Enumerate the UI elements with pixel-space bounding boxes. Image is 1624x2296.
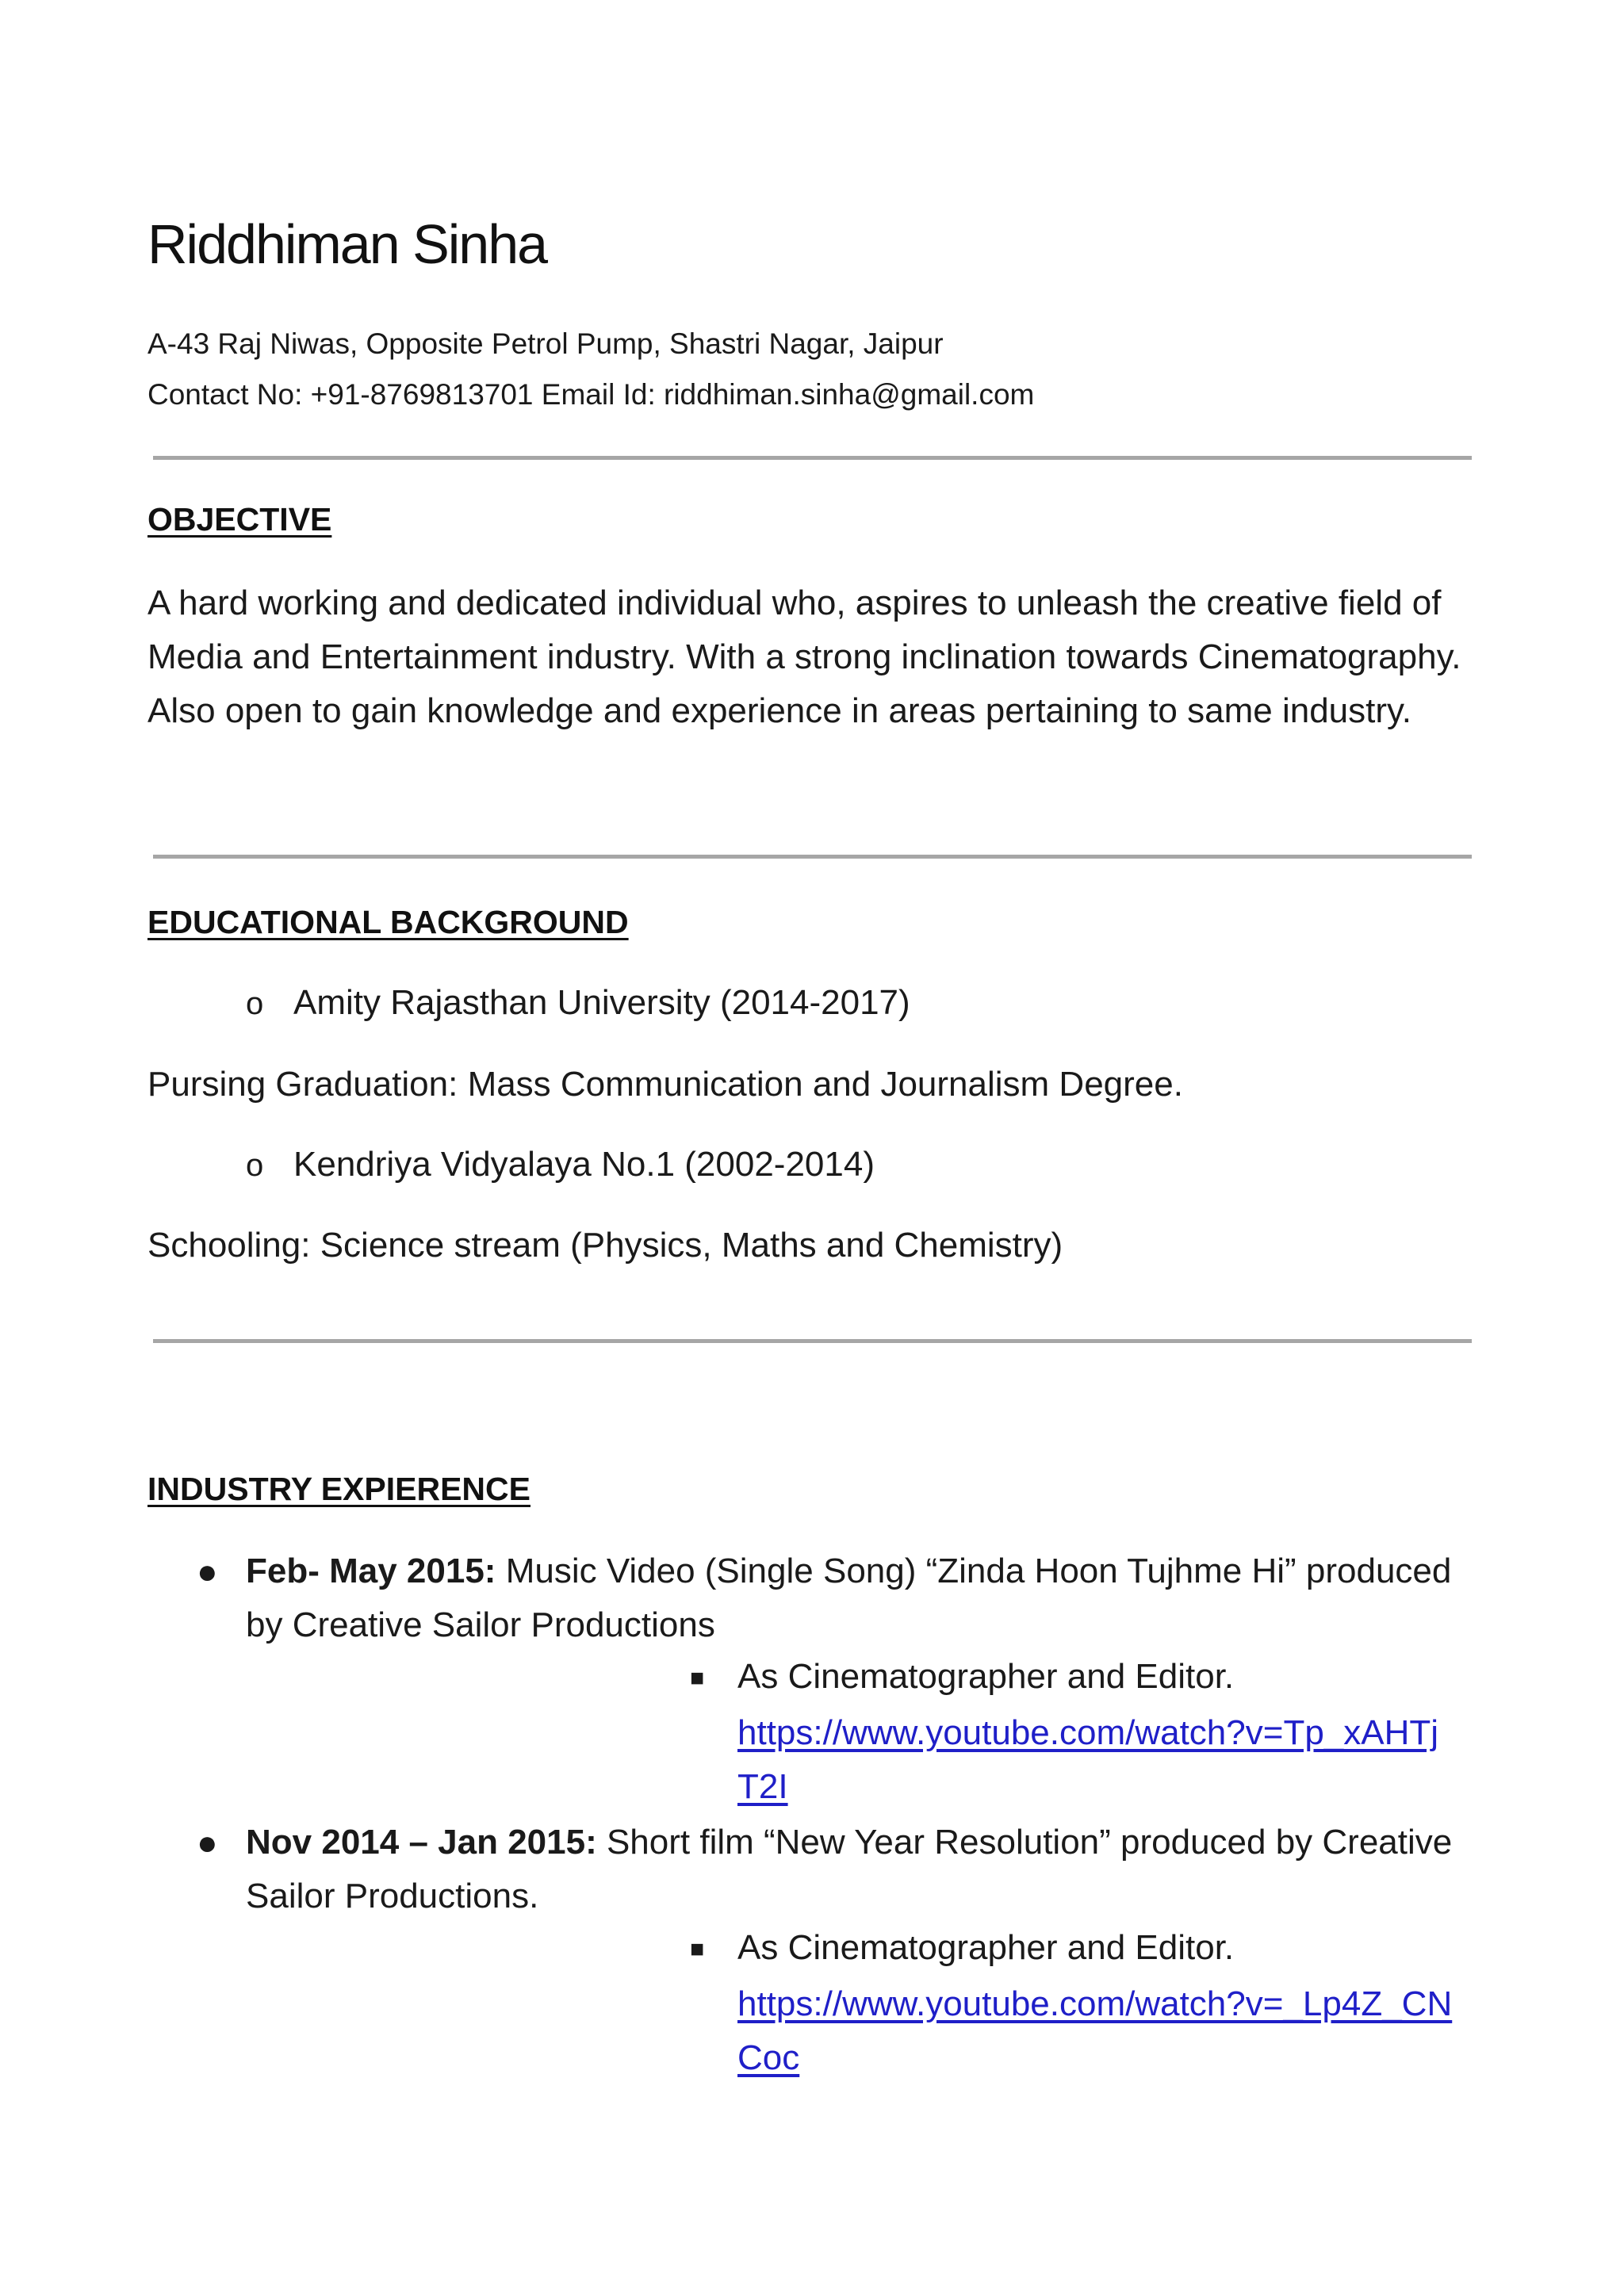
divider: [153, 855, 1472, 859]
circle-bullet-icon: o: [246, 1148, 264, 1183]
square-bullet-icon: ■: [690, 1936, 705, 1962]
experience-heading: INDUSTRY EXPIERENCE: [147, 1471, 530, 1507]
experience-entry: [246, 1816, 1483, 1923]
education-item-text: Amity Rajasthan University (2014-2017): [293, 983, 910, 1022]
education-item-text: Kendriya Vidyalaya No.1 (2002-2014): [293, 1145, 875, 1184]
contact-line: Contact No: +91-8769813701 Email Id: riddhiman.sinha@gmail.com: [147, 378, 1035, 411]
experience-description: Music Video (Single Song) “Zinda Hoon Tujhme Hi” produced: [496, 1552, 1452, 1590]
disc-bullet-icon: ●: [197, 1552, 218, 1591]
experience-date: Feb- May 2015:: [246, 1552, 496, 1590]
disc-bullet-icon: ●: [197, 1823, 218, 1862]
candidate-name: Riddhiman Sinha: [147, 213, 547, 275]
experience-description-cont: by Creative Sailor Productions: [246, 1605, 715, 1644]
objective-heading: OBJECTIVE: [147, 501, 332, 538]
square-bullet-icon: ■: [690, 1665, 705, 1691]
divider: [153, 1339, 1472, 1343]
experience-date: Nov 2014 – Jan 2015:: [246, 1823, 597, 1862]
education-detail: Schooling: Science stream (Physics, Maths and Chemistry): [147, 1226, 1063, 1265]
experience-role: As Cinematographer and Editor.: [737, 1928, 1235, 1967]
education-item: [246, 1145, 875, 1184]
objective-text: A hard working and dedicated individual who, aspires to unleash the creative field of Media and Entertainment industry. With a strong inclination towards Cinematography. Also open to gain knowledge and experience in areas pertaining to same industry.: [147, 584, 1461, 730]
experience-role: As Cinematographer and Editor.: [737, 1657, 1235, 1696]
divider: [153, 456, 1472, 460]
circle-bullet-icon: o: [246, 986, 264, 1021]
youtube-link[interactable]: https://www.youtube.com/watch?v=Tp_xAHTj T2I: [737, 1713, 1439, 1806]
youtube-link[interactable]: https://www.youtube.com/watch?v=_Lp4Z_CN Coc: [737, 1984, 1453, 2077]
education-item: [246, 983, 910, 1023]
experience-description-cont: Sailor Productions.: [246, 1877, 539, 1915]
education-heading: EDUCATIONAL BACKGROUND: [147, 904, 629, 940]
experience-entry: [246, 1544, 1483, 1652]
experience-description: Short film “New Year Resolution” produced by Creative: [596, 1823, 1453, 1862]
address-line: A-43 Raj Niwas, Opposite Petrol Pump, Shastri Nagar, Jaipur: [147, 327, 944, 360]
education-detail: Pursing Graduation: Mass Communication and Journalism Degree.: [147, 1065, 1183, 1104]
